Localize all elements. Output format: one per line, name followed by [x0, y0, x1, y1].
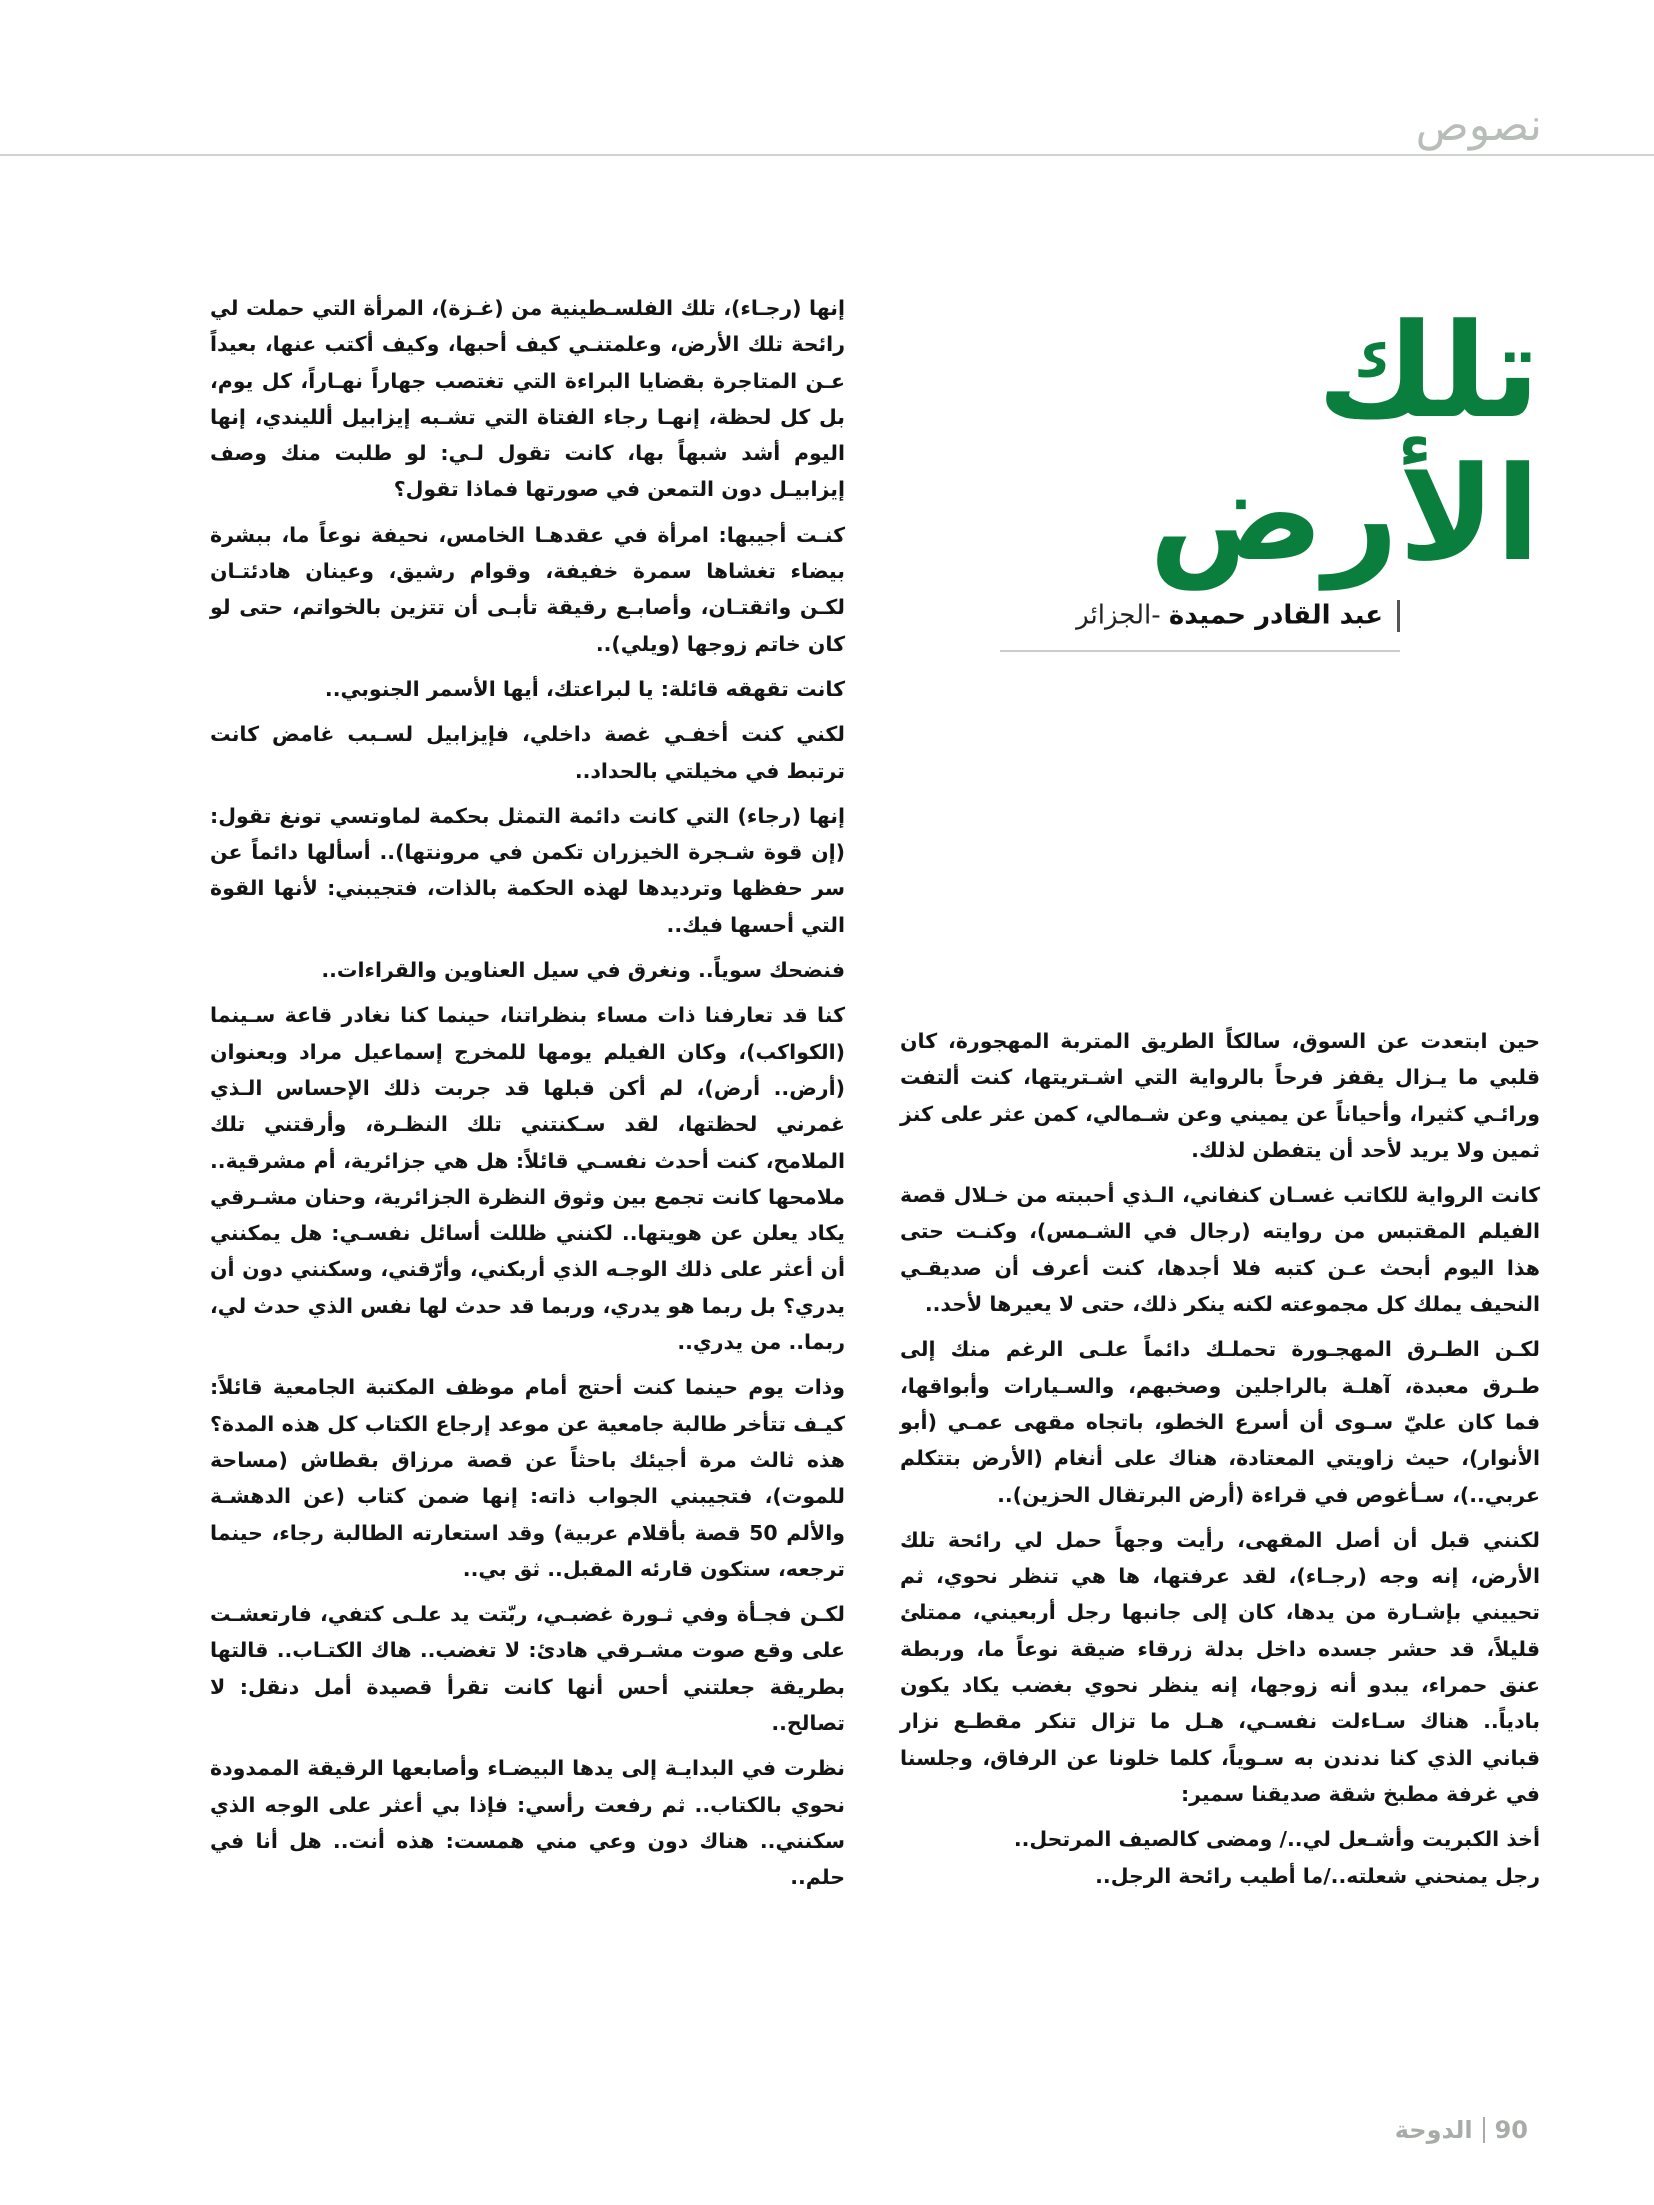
paragraph: لكني كنت أخفـي غصة داخلي، فإيزابيل لسـبب غامض كانت ترتبط في مخيلتي بالحداد..: [210, 722, 845, 783]
paragraph: لكنني قبل أن أصل المقهى، رأيت وجهاً حمل لي رائحة تلك الأرض، إنه وجه (رجـاء)، لقد عرفتها، ها هي تنظر نحوي، ثم تحييني بإشـارة من يدها، كان إلى جانبها رجل أربعيني، ممتلئ قليلاً، قد حشر جسده داخل بدلة زرقاء ضيقة نوعاً ما، وربطة عنق حمراء، يبدو أنه زوجها، إنه ينظر نحوي بغضب يكاد يكون بادياً.. هناك سـاءلت نفسـي، هـل ما تزال تنكر مقطـع نزار قباني الذي كنا ندندن به سـوياً، كلما خلونا عن الرفاق، وجلسنا في غرفة مطبخ شقة صديقنا سمير:: [900, 1527, 1540, 1806]
paragraph: إنها (رجـاء)، تلك الفلسـطينية من (غـزة)، المرأة التي حملت لي رائحة تلك الأرض، وعلمتنـي كيف أحبها، وكيف أكتب عنها، بعيداً عـن المتاجرة بقضايا البراءة التي تغتصب جهاراً نهـاراً، كل يوم، بل كل لحظة، إنهـا رجاء الفتاة التي تشـبه إيزابيل ألليندي، إنها اليوم أشد شبهاً بها، كانت تقول لـي: لو طلبت منك وصف إيزابيـل دون التمعن في صورتها فماذا تقول؟: [210, 296, 845, 502]
page-number: 90: [1494, 2116, 1528, 2144]
author-location: -الجزائر: [1076, 600, 1169, 631]
paragraph: كانت الرواية للكاتب غسـان كنفاني، الـذي أحببته من خـلال قصة الفيلم المقتبس من روايته (رجال في الشـمس)، وكنـت حتى هذا اليوم أبحث عـن كتبه فلا أجدها، كنت أعرف أن صديقـي النحيف يملك كل مجموعته لكنه ينكر ذلك، حتى لا يعيرها لأحد..: [900, 1183, 1540, 1317]
paragraph: لكـن فجـأة وفي ثـورة غضبـي، ربّتت يد علـى كتفي، فارتعشـت على وقع صوت مشـرقي هادئ: لا تغضب.. هاك الكتـاب.. قالتها بطريقة جعلتني أحس أنها كانت تقرأ قصيدة أمل دنقل: لا تصالح..: [210, 1602, 845, 1735]
paragraph: نظرت في البدايـة إلى يدها البيضـاء وأصابعها الرقيقة الممدودة نحوي بالكتاب.. ثم رفعت رأسي: فإذا بي أعثر على الوجه الذي سكنني.. هناك دون وعي مني همست: هذه أنت.. هل أنا في حلم..: [210, 1756, 845, 1890]
poem-line: أخذ الكبريت وأشـعل لي../ ومضى كالصيف المرتحل..: [1013, 1827, 1540, 1852]
header-divider: [0, 154, 1654, 156]
paragraph: وذات يوم حينما كنت أحتج أمام موظف المكتبة الجامعية قائلاً: كيـف تتأخر طالبة جامعية عن موعد إرجاع الكتاب كل هذه المدة؟ هذه ثالث مرة أجيئك باحثاً عن قصة مرزاق بقطاش (مساحة للموت)، فتجيبني الجواب ذاته: إنها ضمن كتاب (عن الدهشـة والألم 50 قصة بأقلام عربية) وقد استعارته الطالبة رجاء، حينما ترجعه، ستكون قارئه المقبل.. ثق بي..: [210, 1375, 846, 1581]
byline-bar: [1397, 600, 1400, 632]
article-column-left: [210, 290, 845, 1904]
paragraph: حين ابتعدت عن السوق، سالكاً الطريق المتربة المهجورة، كان قلبي ما يـزال يقفز فرحاً بالرواية التي اشـتريتها، كنت ألتفت ورائـي كثيرا، وأحياناً عن يميني وعن شـمالي، كمن عثر على كنز ثمين ولا يريد لأحد أن يتفطن لذلك.: [900, 1029, 1540, 1162]
section-label: نصوص: [1415, 100, 1542, 151]
paragraph: كانت تقهقه قائلة: يا لبراعتك، أيها الأسمر الجنوبي..: [324, 676, 845, 701]
poem-line: رجل يمنحني شعلته../ما أطيب رائحة الرجل..: [1095, 1863, 1540, 1888]
article-column-right: [900, 1023, 1540, 1894]
paragraph: كنـت أجيبها: امرأة في عقدهـا الخامس، نحيفة نوعاً ما، ببشرة بيضاء تغشاها سمرة خفيفة، وقوام رشيق، وعينان هادئتـان لكـن واثقتـان، وأصابـع رقيقة تأبـى أن تتزين بالخواتم، حتى لو كان خاتم زوجها (ويلي)..: [210, 522, 845, 656]
byline: [1000, 600, 1400, 652]
author-name: عبد القادر حميدة: [1168, 600, 1383, 631]
paragraph: إنها (رجاء) التي كانت دائمة التمثل بحكمة لماوتسي تونغ تقول:(إن قوة شـجرة الخيزران تكمن في مرونتها).. أسألها دائماً عن سر حفظها وترديدها لهذه الحكمة بالذات، فتجيبني: لأنها القوة التي أحسها فيك..: [210, 803, 845, 937]
footer-separator: [1483, 2117, 1485, 2143]
paragraph: لكـن الطـرق المهجـورة تحملـك دائماً علـى الرغم منك إلى طـرق معبدة، آهلـة بالراجلين وصخبهم، والسـيارات وأبواقها، فما كان عليّ سـوى أن أسرع الخطو، باتجاه مقهى عمـي (أبو الأنوار)، حيث زاويتي المعتادة، هناك على أنغام (الأرض بتتكلم عربي..)، سـأغوص في قراءة (أرض البرتقال الحزين)..: [900, 1337, 1540, 1507]
page-footer: [1376, 2114, 1528, 2146]
article-title: تلك الأرض: [1148, 295, 1540, 590]
paragraph: كنا قد تعارفنا ذات مساء بنظراتنا، حينما كنا نغادر قاعة سـينما (الكواكب)، وكان الفيلم يومها للمخرج إسماعيل مراد وبعنوان (أرض.. أرض)، لم أكن قبلها قد جربت ذلك الإحساس الـذي غمرني لحظتها، لقد سـكنتني تلك النظـرة، وأرقتني تلك الملامح، كنت أحدث نفسـي قائلاً: هل هي جزائرية، أم مشرقية.. ملامحها كانت تجمع بين وثوق النظرة الجزائرية، وحنان مشـرقي يكاد يعلن عن هويتها.. لكنني ظللت أسائل نفسـي: هل يمكنني أن أعثر على ذلك الوجـه الذي أربكني، وأرّقني، وسكنني دون أن يدري؟ بل ربما هو يدري، وربما قد حدث لها نفس الذي حدث لي، ربما.. من يدري..: [210, 1003, 845, 1355]
paragraph: فنضحك سوياً.. ونغرق في سيل العناوين والقراءات..: [321, 958, 845, 983]
magazine-name: الدوحة: [1394, 2116, 1473, 2144]
